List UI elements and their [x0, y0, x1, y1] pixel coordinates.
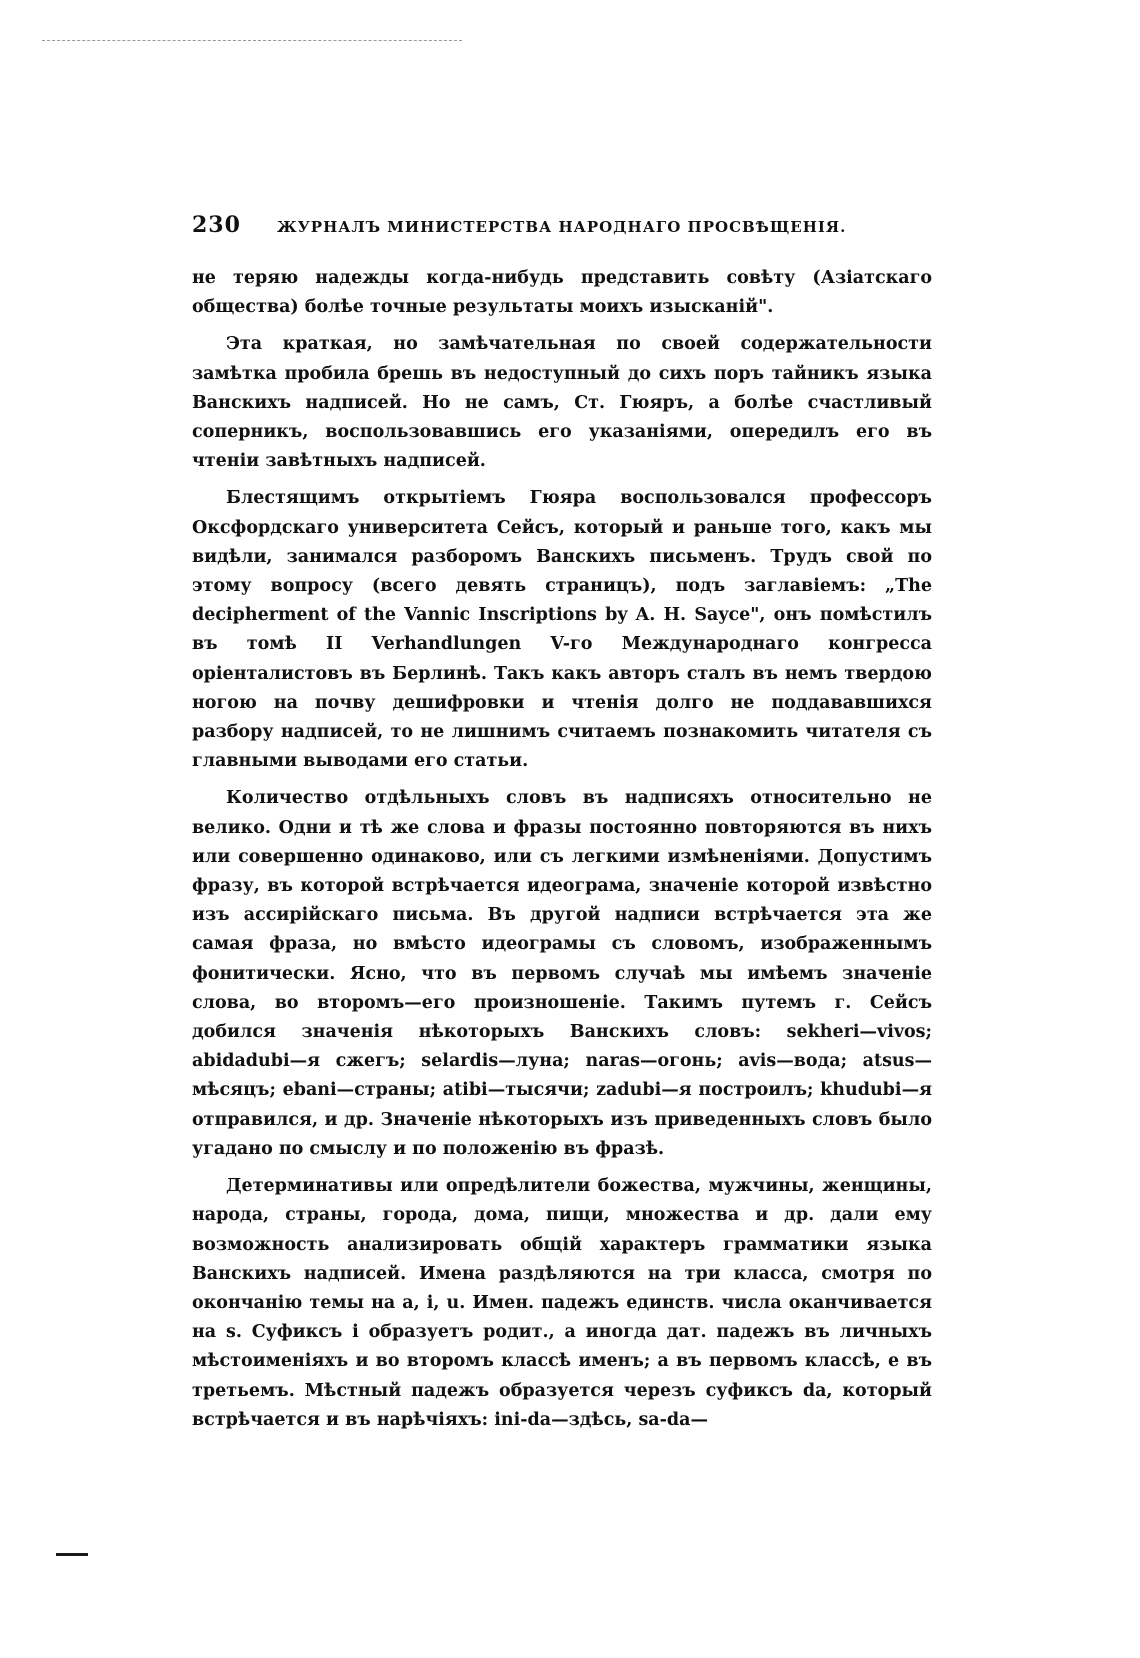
paragraph: Детерминативы или опредѣлители божества, мужчины, женщины, народа, страны, города, дома, пищи, множества и др. дали ему возможность анализировать общій характеръ грамматики языка Ванскихъ надписей. Имена раздѣляются на три класса, смотря по окончанію темы на a, i, u. Имен. падежъ единств. числа оканчивается на s. Суфиксъ i образуетъ родит., а иногда дат. падежъ въ личныхъ мѣстоименіяхъ и во второмъ классѣ именъ; a въ первомъ классѣ, e въ третьемъ. Мѣстный падежъ образуется черезъ суфиксъ da, который встрѣчается и въ нарѣчіяхъ: ini-da—здѣсь, sa-da— [192, 1176, 932, 1430]
paragraph: Количество отдѣльныхъ словъ въ надписяхъ относительно не велико. Одни и тѣ же слова и фразы постоянно повторяются въ нихъ или совершенно одинаково, или съ легкими измѣненіями. Допустимъ фразу, въ которой встрѣчается идеограма, значеніе которой извѣстно изъ ассирійскаго письма. Въ другой надписи встрѣчается эта же самая фраза, но вмѣсто идеограмы съ словомъ, изображеннымъ фонитически. Ясно, что въ первомъ случаѣ мы имѣемъ значеніе слова, во второмъ—его произношеніе. Такимъ путемъ г. Сейсъ добился значенія нѣкоторыхъ Ванскихъ словъ: sekheri—vivos; abidadubi—я сжегъ; selardis—луна; naras—огонь; avis—вода; atsus—мѣсяцъ; ebani—страны; atibi—тысячи; zadubi—я построилъ; khudubi—я отправился, и др. Значеніе нѣкоторыхъ изъ приведенныхъ словъ было угадано по смыслу и по положенію въ фразѣ. [192, 788, 932, 1159]
scan-border-line [42, 40, 462, 41]
page-number: 230 [192, 212, 241, 238]
body-text [192, 264, 932, 1435]
paragraph: Эта краткая, но замѣчательная по своей содержательности замѣтка пробила брешь въ недоступный до сихъ поръ тайникъ языка Ванскихъ надписей. Но не самъ, Ст. Гюяръ, а болѣе счастливый соперникъ, воспользовавшись его указаніями, опередилъ его въ чтеніи завѣтныхъ надписей. [192, 334, 932, 472]
page-header [192, 212, 932, 238]
paragraph: Блестящимъ открытіемъ Гюяра воспользовался профессоръ Оксфордскаго университета Сейсъ, который и раньше того, какъ мы видѣли, занимался разборомъ Ванскихъ письменъ. Трудъ свой по этому вопросу (всего девять страницъ), подъ заглавіемъ: „The decipherment of the Vannic Inscriptions by A. H. Sayce", онъ помѣстилъ въ томѣ II Verhandlungen V-го Международнаго конгресса оріенталистовъ въ Берлинѣ. Такъ какъ авторъ сталъ въ немъ твердою ногою на почву дешифровки и чтенія долго не поддававшихся разбору надписей, то не лишнимъ считаемъ познакомить читателя съ главными выводами его статьи. [192, 488, 932, 772]
scan-margin-mark [56, 1553, 88, 1556]
paragraph-continuation: не теряю надежды когда-нибудь представить совѣту (Азіатскаго общества) болѣе точные результаты моихъ изысканій". [192, 268, 932, 318]
running-title: ЖУРНАЛЪ МИНИСТЕРСТВА НАРОДНАГО ПРОСВѢЩЕНІЯ. [276, 218, 847, 236]
document-page [192, 212, 932, 1443]
